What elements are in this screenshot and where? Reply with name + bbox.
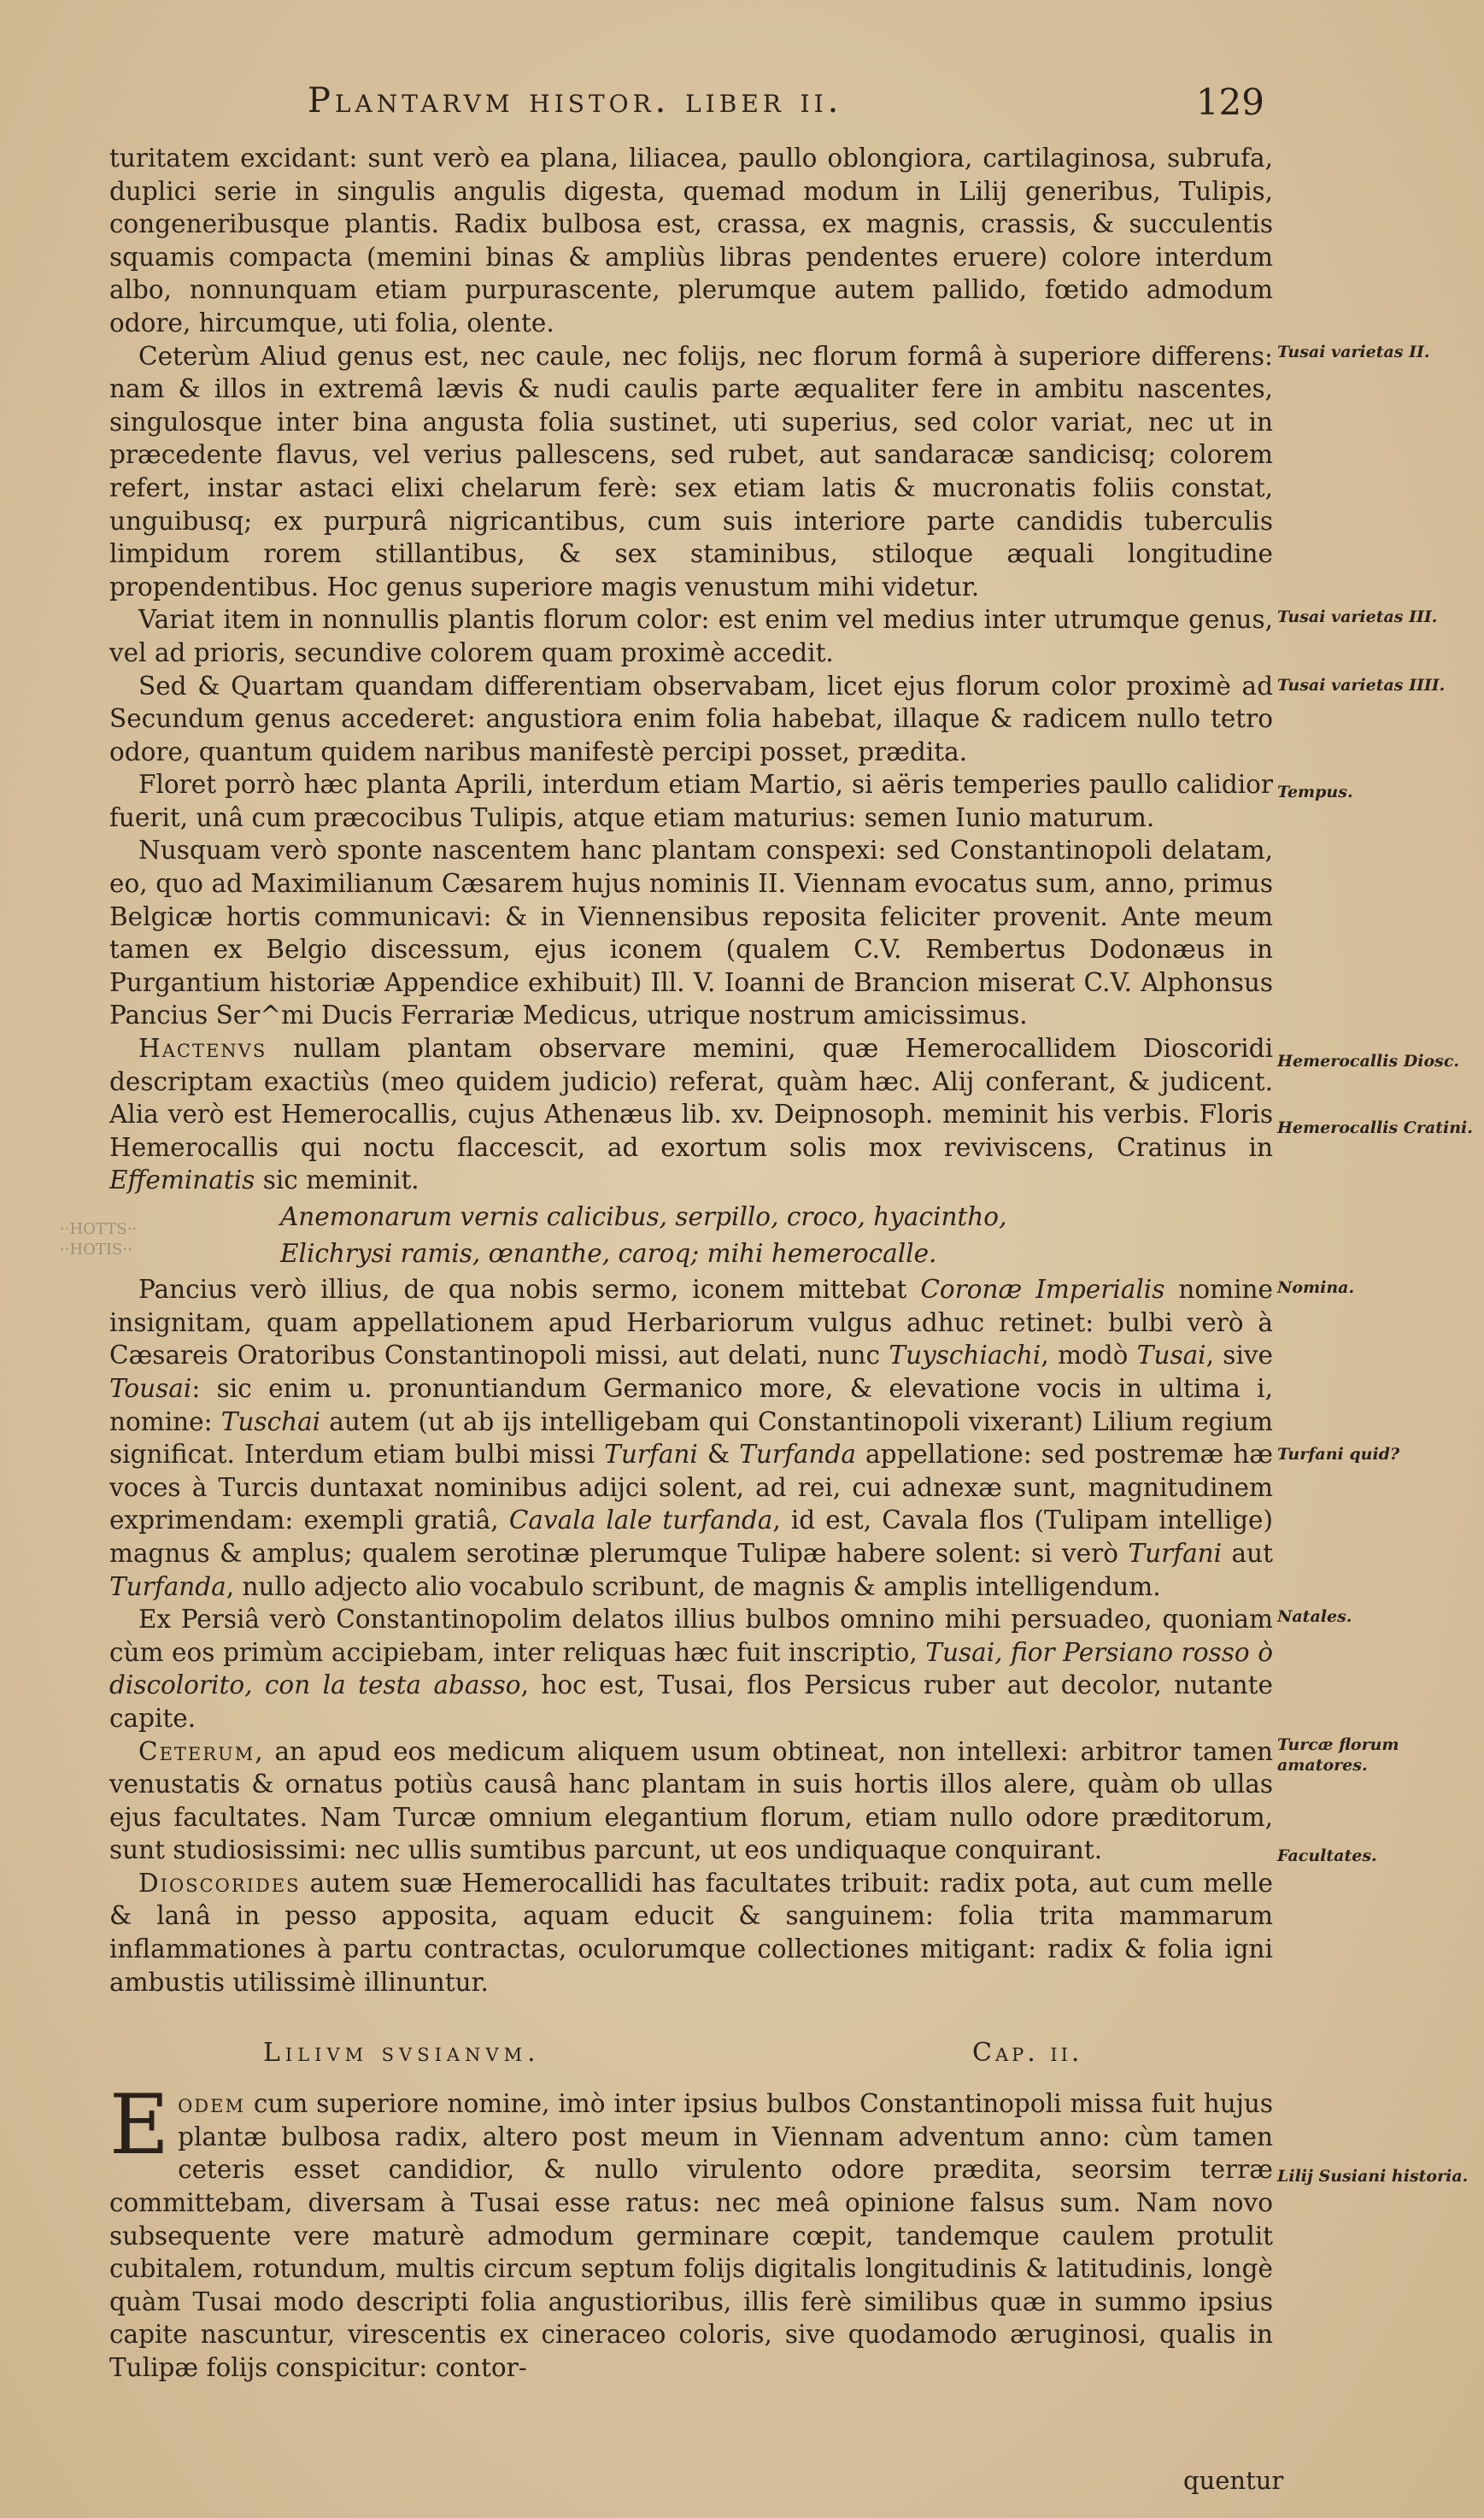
margin-note: Turfani quid? <box>1277 1445 1400 1464</box>
text-run: , nullo adjecto alio vocabulo scribunt, de magnis & amplis intelligendum. <box>226 1571 1161 1601</box>
term: Turfanda <box>739 1440 856 1470</box>
term: Tuyschiachi <box>889 1341 1041 1371</box>
paragraph-ceterum <box>109 1735 1273 1867</box>
bleed-through-text: ··HOTTS·· <box>60 1220 138 1238</box>
lead-word: odem <box>178 2089 245 2119</box>
page-header <box>308 81 1264 141</box>
paragraph: turitatem excidant: sunt verò ea plana, liliacea, paullo oblongiora, cartilaginosa, subrufa, duplici serie in singulis angulis digesta, quemad modum in Lilij generibus, Tulipis, congeneribusque plantis. Radix bulbosa est, crassa, ex magnis, crassis, & succulentis squamis compacta (memini binas & ampliùs libras pendentes eruere) colore interdum albo, nonnunquam etiam purpurascente, plerumque autem pallido, fœtido admodum odore, hircumque, uti folia, olente. <box>109 144 1273 337</box>
catchword: quentur <box>1183 2466 1284 2495</box>
lead-word: Ceterum <box>138 1736 255 1766</box>
margin-note: Tusai varietas II. <box>1277 343 1430 361</box>
term: Coronæ Imperialis <box>920 1275 1165 1305</box>
paragraph: Floret porrò hæc planta Aprili, interdum etiam Martio, si aëris temperies paullo calidior fuerit, unâ cum præcocibus Tulipis, atque etiam maturius: semen Iunio maturum. <box>109 770 1273 832</box>
margin-note: Natales. <box>1277 1607 1352 1626</box>
inscription: Tusai, fior Persiano rosso ò discolorito, con la testa abasso <box>109 1637 1273 1700</box>
bleed-through-text: ··HOTIS·· <box>60 1241 132 1259</box>
text-run: autem (ut ab ijs intelligebam qui Constantinopoli vixerant) Lilium regium significat. Interdum etiam bulbi missi <box>109 1406 1273 1470</box>
lead-word: Hactenvs <box>138 1034 267 1064</box>
margin-note: Tusai varietas III. <box>1277 607 1438 626</box>
text-run: Pancius verò illius, de qua nobis sermo, iconem mittebat <box>138 1275 921 1305</box>
drop-cap: E <box>109 2077 170 2174</box>
text-run: nomine insignitam, quam appellationem apud Herbariorum vulgus adhuc retinet: bulbi verò à Cæsareis Oratoribus Constantinopoli missi, aut delati, nunc <box>109 1275 1273 1371</box>
margin-note: Facultates. <box>1277 1846 1377 1865</box>
term: Turfanda <box>109 1571 226 1601</box>
work-title: Effeminatis <box>109 1165 255 1195</box>
term: Turfani <box>604 1440 698 1470</box>
paragraph-persia <box>109 1603 1273 1734</box>
paragraph: Variat item in nonnullis plantis florum color: est enim vel medius inter utrumque genus, vel ad prioris, secundive colorem quam proximè accedit. <box>109 605 1273 667</box>
term: Tuschai <box>220 1406 321 1436</box>
paragraph: Sed & Quartam quandam differentiam observabam, licet ejus florum color proximè ad Secundum genus accederet: angustiora enim folia habebat, illaque & radicem nullo tetro odore, quantum quidem naribus manifestè percipi posset, prædita. <box>109 671 1273 766</box>
text-run: sic meminit. <box>255 1165 419 1195</box>
text-run: , an apud eos medicum aliquem usum obtineat, non intellexi: arbitror tamen venustatis & ornatus potiùs causâ hanc plantam in suis hortis illos alere, quàm ob ullas ejus facultates. Nam Turcæ omnium elegantium florum, etiam nullo odore præditorum, sunt studiosissimi: nec ullis sumtibus parcunt, ut eos undiquaque conquirant. <box>109 1736 1273 1865</box>
margin-note: Hemerocallis Diosc. <box>1277 1052 1460 1071</box>
term: Tusai <box>1136 1341 1206 1371</box>
paragraph-dioscorides <box>109 1867 1273 1999</box>
margin-note: Hemerocallis Cratini. <box>1277 1118 1473 1137</box>
term: Tousai <box>109 1373 192 1403</box>
running-head: Plantarvm histor. liber ii. <box>308 81 843 120</box>
text-run: : sic enim u. pronuntiandum Germanico more, & elevatione vocis in ultima i, nomine: <box>109 1373 1273 1436</box>
text-run: , hoc est, Tusai, flos Persicus ruber aut decolor, nutante capite. <box>109 1670 1273 1733</box>
paragraph-pancius <box>109 1273 1273 1603</box>
lead-word: Dioscorides <box>138 1868 301 1898</box>
text-run: , modò <box>1041 1341 1137 1371</box>
paragraph: Nusquam verò sponte nascentem hanc plantam conspexi: sed Constantinopoli delatam, eo, quo ad Maximilianum Cæsarem hujus nominis II. Viennam evocatus sum, anno, primus Belgicæ hortis communicavi: & in Viennensibus reposita feliciter provenit. Ante meum tamen ex Belgio discessum, ejus iconem (qualem C.V. Rembertus Dodonæus in Purgantium historiæ Appendice exhibuit) Ill. V. Ioanni de Brancion miserat C.V. Alphonsus Pancius Ser^mi Ducis Ferrariæ Medicus, utrique nostrum amicissimus. <box>109 836 1273 1030</box>
paragraph: Ceterùm Aliud genus est, nec caule, nec folijs, nec florum formâ à superiore differens: nam & illos in extremâ lævis & nudi caulis parte æqualiter fere in ambitu nascentes, singulosque inter bina angusta folia sustinet, uti superius, sed color variat, nec ut in præcedente flavus, vel verius pallescens, sed rubet, aut sandaracæ sandicisq; colorem refert, instar astaci elixi chelarum ferè: sex etiam latis & mucronatis foliis constat, unguibusq; ex purpurâ nigricantibus, cum suis interiore parte candidis tuberculis limpidum rorem stillantibus, & sex staminibus, stiloque æquali longitudine propendentibus. Hoc genus superiore magis venustum mihi videtur. <box>109 341 1273 602</box>
term: Cavala lale turfanda <box>508 1506 773 1535</box>
verse-line: Anemonarum vernis calicibus, serpillo, croco, hyacintho, <box>280 1202 1007 1231</box>
chapter-number: Cap. ii. <box>972 2038 1083 2069</box>
margin-note: Turcæ florum amatores. <box>1277 1735 1399 1775</box>
paragraph-chapter-opening <box>109 2077 1273 2384</box>
chapter-title: Lilivm svsianvm. <box>263 2038 541 2069</box>
main-text-column <box>109 142 1273 2385</box>
text-run: aut <box>1222 1538 1273 1568</box>
text-run: appellatione: sed postremæ hæ voces à Turcis duntaxat nominibus adijci solent, ad rei, cui adnexæ sunt, magnitudinem exprimendam: exempli gratiâ, <box>109 1440 1273 1535</box>
paragraph-hactenus <box>109 1032 1273 1197</box>
text-run: & <box>697 1440 740 1470</box>
text-run: , id est, Cavala flos (Tulipam intellige) magnus & amplus; qualem serotinæ plerumque Tulipæ habere solent: si verò <box>109 1506 1274 1568</box>
text-run: nullam plantam observare memini, quæ Hemerocallidem Dioscoridi descriptam exactiùs (meo quidem judicio) referat, quàm hæc. Alij conferant, & judicent. Alia verò est Hemerocallis, cujus Athenæus lib. xv. Deipnosoph. meminit his verbis. Floris Hemerocallis qui noctu flaccescit, ad exortum solis mox reviviscens, Cratinus in <box>109 1034 1273 1162</box>
verse-line: Elichrysi ramis, œnanthe, caroq; mihi hemerocalle. <box>280 1238 937 1268</box>
text-run: cum superiore nomine, imò inter ipsius bulbos Constantinopoli missa fuit hujus plantæ bulbosa radix, altero post meum in Viennam adventum anno: cùm tamen ceteris esset candidior, & nullo virulento odore prædita, seorsim terræ committebam, diversam à Tusai esse ratus: nec meâ opinione falsus sum. Nam novo subsequente vere maturè admodum germinare cœpit, tandemque caulem protulit cubitalem, rotundum, multis circum septum folijs digitalis longitudinis & latitudinis, longè quàm Tusai modo descripti folia angustioribus, illis ferè similibus quæ in summo ipsius capite nascuntur, virescentis ex cineraceo coloris, sive quodamodo æruginosi, qualis in Tulipæ folijs conspicitur: contor- <box>109 2089 1273 2382</box>
term: Turfani <box>1128 1538 1223 1568</box>
margin-note: Tusai varietas IIII. <box>1277 676 1446 695</box>
margin-note: Tempus. <box>1277 783 1353 801</box>
text-run: , sive <box>1205 1341 1273 1371</box>
text-run: autem suæ Hemerocallidi has facultates tribuit: radix pota, aut cum melle & lanâ in pesso apposita, aquam educit & sanguinem: folia trita mammarum inflammationes à partu contractas, oculorumque collectiones mitigant: radix & folia igni ambustis utilissimè illinuntur. <box>109 1868 1273 1997</box>
margin-note: Lilij Susiani historia. <box>1277 2167 1469 2186</box>
margin-note: Nomina. <box>1277 1278 1355 1297</box>
chapter-heading <box>109 2024 1273 2087</box>
page-number: 129 <box>1195 81 1264 123</box>
text-run: Ex Persiâ verò Constantinopolim delatos illius bulbos omnino mihi persuadeo, quoniam cùm eos primùm accipiebam, inter reliquas hæc fuit inscriptio, <box>109 1605 1273 1667</box>
